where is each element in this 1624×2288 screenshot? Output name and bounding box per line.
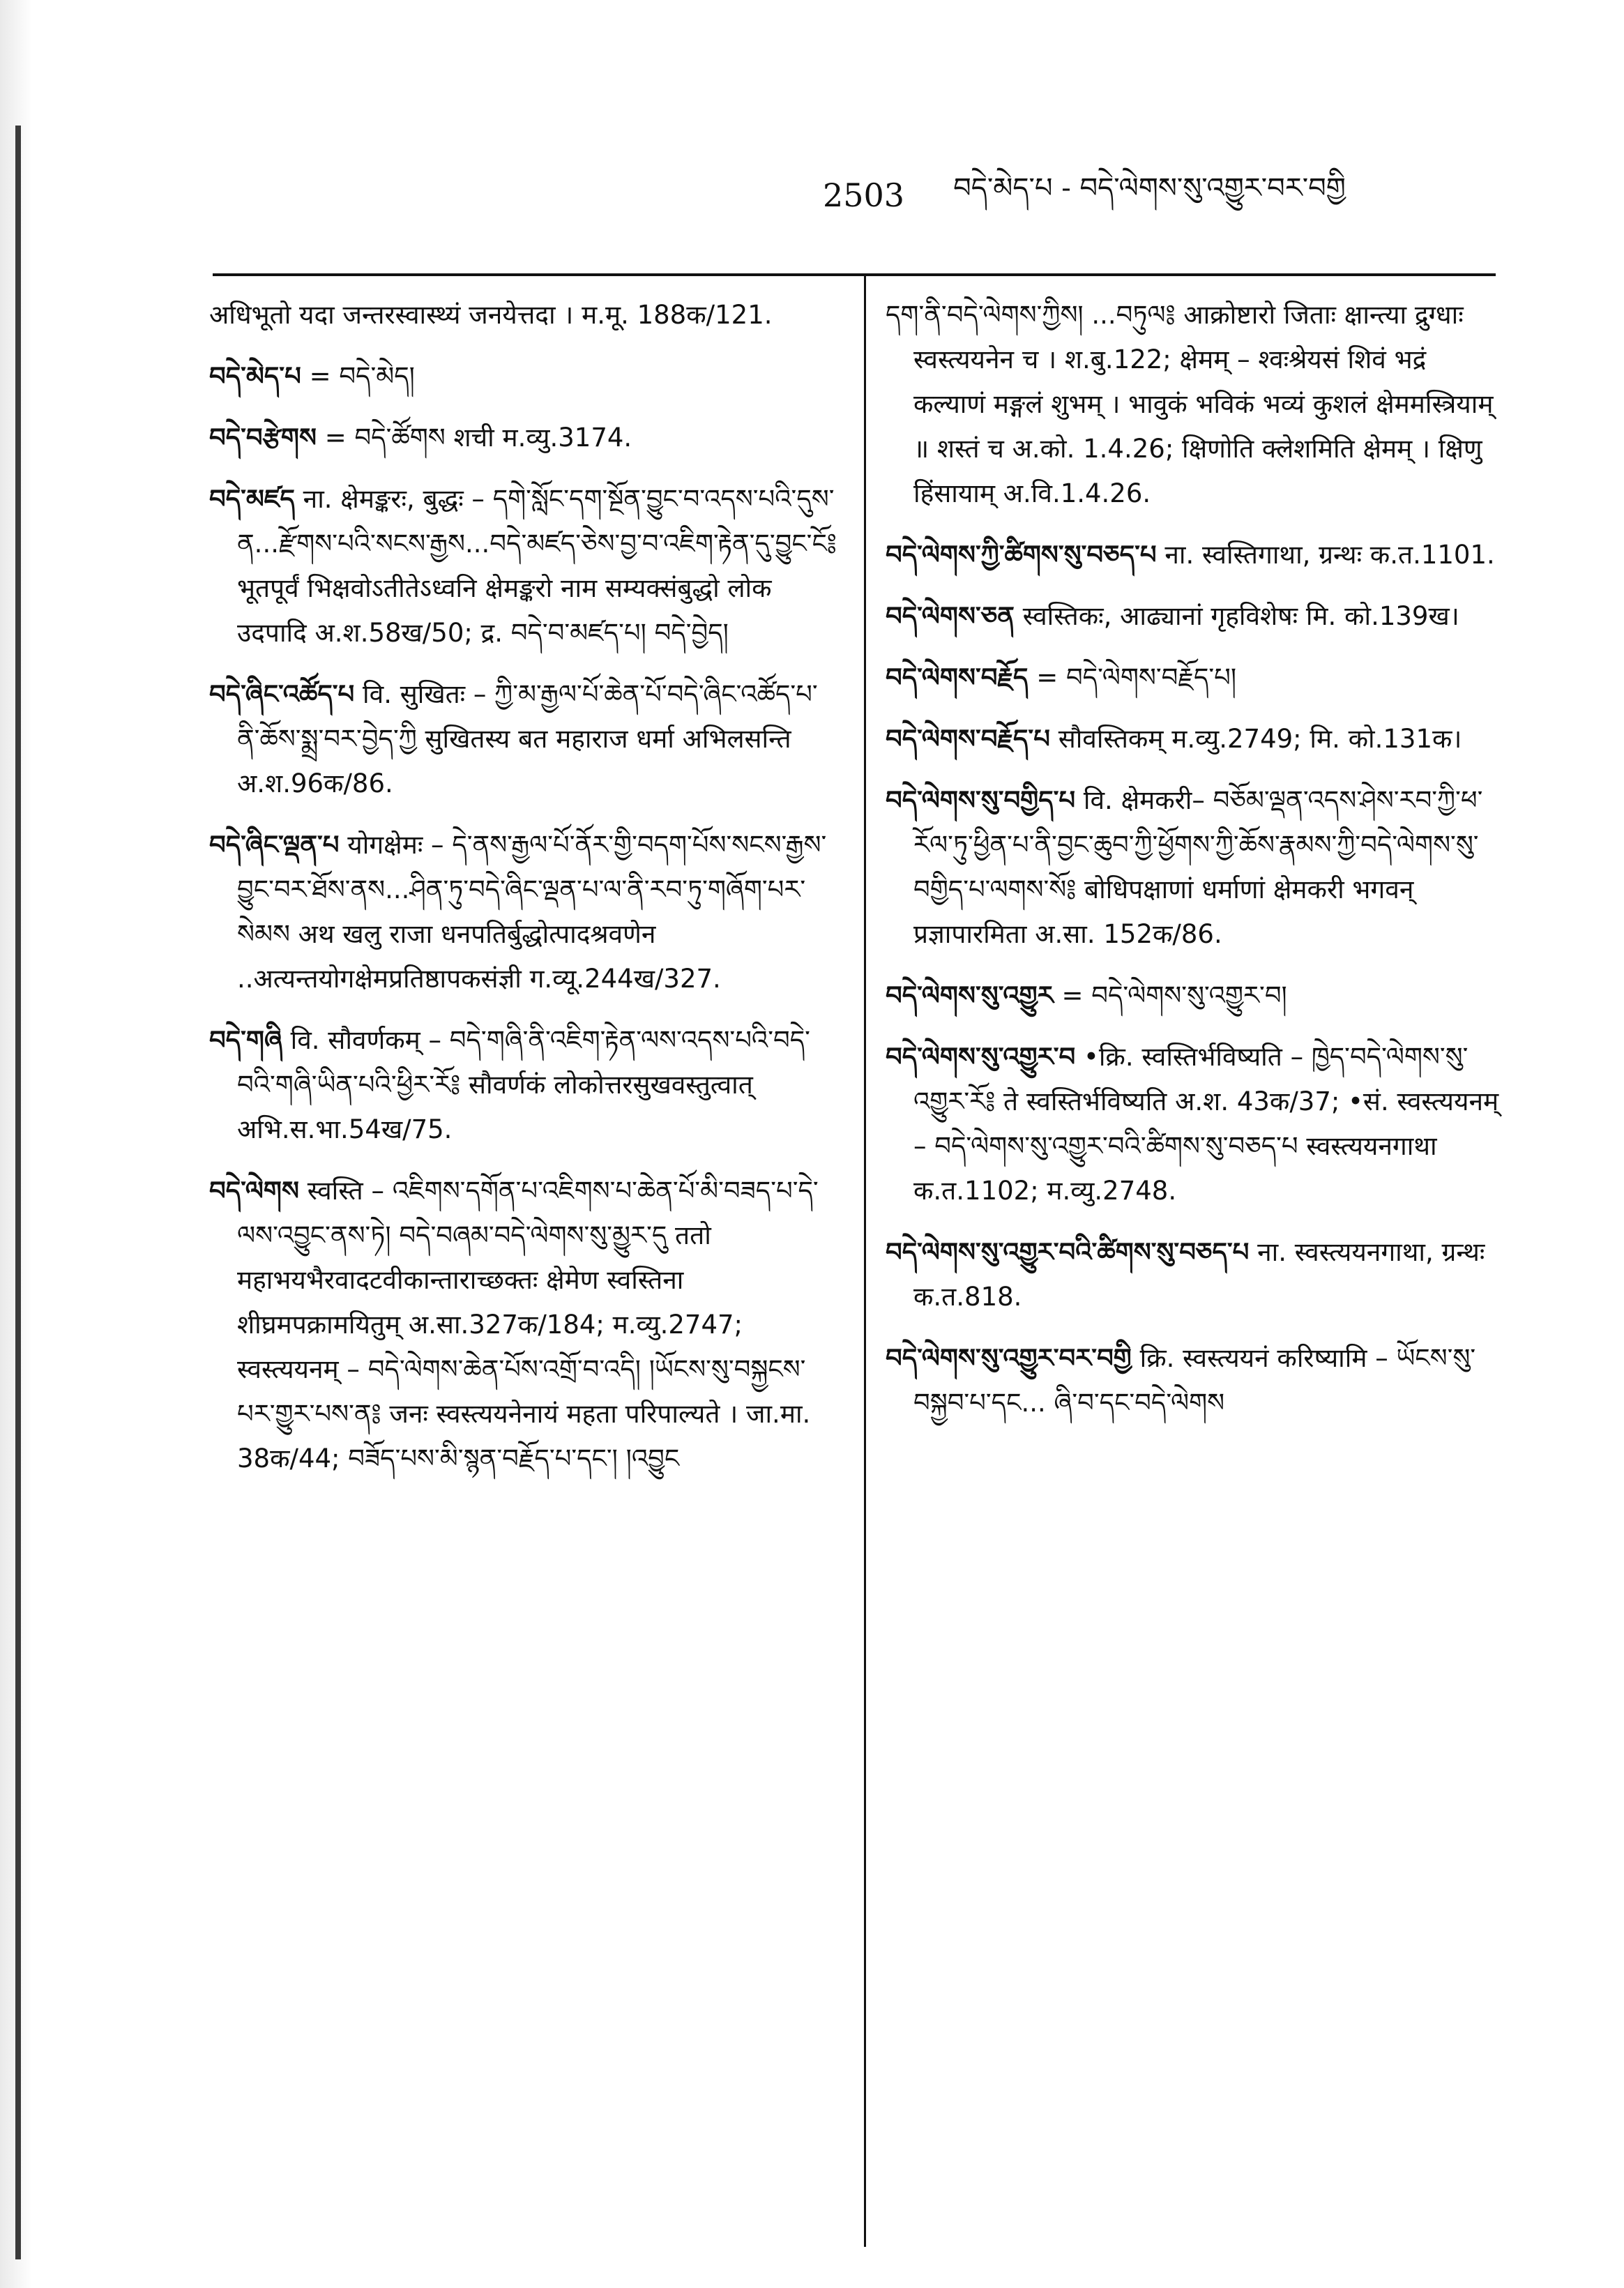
definition: स्वस्ति – འཇིགས་དགོན་པ་འཇིགས་པ་ཆེན་པོ་མི་བཟད་པ་དེ་ལས་འབྱུང་ནས་ཏེ། བདེ་བཞམ་བདེ་ལེགས་སུ་མྱུར་དུ ततो महाभयभैरवादटवीकान्ताराच्छक्तः क्षेमेण स्वस्तिना शीघ्रमपक्रामयितुम् अ.सा.327क/184; म.व्यु.2747; स्वस्त्ययनम् – བདེ་ལེགས་ཆེན་པོས་འགྲོ་བ་འདི། །ཡོངས་སུ་བསྐྱངས་པར་གྱུར་པས་ན༔ जनः स्वस्त्ययनेनायं महता परिपाल्यते । जा.मा. 38क/44; བཟོད་པས་མི་སྙན་བརྗོད་པ་དང་། །འབྱུང xyxy=(237,1176,819,1473)
definition: वि. क्षेमकरी– བཅོམ་ལྡན་འདས་ཤེས་རབ་ཀྱི་ཕ་རོལ་ཏུ་ཕྱིན་པ་ནི་བྱང་ཆུབ་ཀྱི་ཕྱོགས་ཀྱི་ཆོས་རྣམས་ཀྱི་བདེ་ལེགས་སུ་བགྱིད་པ་ལགས་སོ༔ बोधिपक्षाणां धर्माणां क्षेमकरी भगवन् प्रज्ञापारमिता अ.सा. 152क/86. xyxy=(913,785,1483,949)
binding-shadow xyxy=(15,126,21,2259)
definition: •क्रि. स्वस्तिर्भविष्यति – ཁྱེད་བདེ་ལེགས་སུ་འགྱུར་རོ༔ ते स्वस्तिर्भविष्यति अ.श. 43क/37; •सं. स्वस्त्ययनम् – བདེ་ལེགས་སུ་འགྱུར་བའི་ཚིགས་སུ་བཅད་པ स्वस्त्ययनगाथा क.त.1102; म.व्यु.2748. xyxy=(913,1042,1499,1206)
headword: བདེ་ལེགས་སུ་འགྱུར་བ xyxy=(886,1042,1076,1072)
headword: བདེ་ལེགས་ཀྱི་ཚིགས་སུ་བཅད་པ xyxy=(886,540,1157,570)
definition: वि. सौवर्णकम् – བདེ་གཞི་ནི་འཇིག་རྟེན་ལས་འདས་པའི་བདེ་བའི་གཞི་ཡིན་པའི་ཕྱིར་རོ༔ सौवर्णकं लोकोत्तरसुखवस्तुत्वात् अभि.स.भा.54ख/75. xyxy=(237,1025,810,1144)
headword: བདེ་མཛད xyxy=(209,484,295,514)
dictionary-entry xyxy=(886,656,1499,700)
definition: = བདེ་ལེགས་བརྗོད་པ། xyxy=(1036,662,1237,692)
dictionary-entry xyxy=(886,594,1499,639)
dictionary-entry xyxy=(886,1230,1499,1319)
dictionary-entry xyxy=(886,1035,1499,1213)
definition: स्वस्तिकः, आढ्यानां गृहविशेषः मि. को.139ख। xyxy=(1022,601,1459,631)
headword: བདེ་ཞིང་འཚོད་པ xyxy=(209,679,355,709)
dictionary-entry xyxy=(886,1336,1499,1425)
left-column xyxy=(209,293,837,1498)
headword: བདེ་མེད་པ xyxy=(209,361,301,391)
dictionary-entry xyxy=(886,533,1499,577)
dictionary-entry xyxy=(209,354,837,399)
definition: = བདེ་མེད། xyxy=(309,361,415,391)
definition: = བདེ་ལེགས་སུ་འགྱུར་བ། xyxy=(1061,980,1287,1010)
definition: ना. स्वस्तिगाथा, ग्रन्थः क.त.1101. xyxy=(1164,540,1495,570)
definition: = བདེ་ཚོགས शची म.व्यु.3174. xyxy=(324,423,632,453)
dictionary-entry xyxy=(886,973,1499,1018)
page-header xyxy=(823,167,1520,223)
definition: सौवस्तिकम् म.व्यु.2749; मि. को.131क। xyxy=(1058,724,1462,754)
headword: བདེ་ལེགས་སུ་འགྱུར་བར་བགྱི xyxy=(886,1343,1132,1373)
dictionary-entry xyxy=(209,477,837,656)
definition: དག་ནི་བདེ་ལེགས་ཀྱིས། ...བཏུལ༔ आक्रोष्टारो जिताः क्षान्त्या द्रुग्धाः स्वस्त्ययनेन च । श.बु.122; क्षेमम् – श्वःश्रेयसं शिवं भद्रं कल्याणं मङ्गलं शुभम् । भावुकं भविकं भव्यं कुशलं क्षेममस्त्रियाम् ॥ शस्तं च अ.को. 1.4.26; क्षिणोति क्लेशमिति क्षेमम् । क्षिणु हिंसायाम् अ.वि.1.4.26. xyxy=(886,300,1494,508)
headword: བདེ་ལེགས་སུ་བགྱིད་པ xyxy=(886,785,1076,815)
definition: वि. सुखितः – ཀྱི་མ་རྒྱལ་པོ་ཆེན་པོ་བདེ་ཞིང་འཚོད་པ་ནི་ཆོས་སྨྲ་བར་བྱེད་ཀྱི सुखितस्य बत महाराज धर्मा अभिलसन्ति अ.श.96क/86. xyxy=(237,679,818,798)
headword: བདེ་ལེགས་ཅན xyxy=(886,601,1015,631)
dictionary-entry xyxy=(209,416,837,460)
headword: བདེ་ལེགས་བརྗོད་པ xyxy=(886,724,1050,754)
headword: བདེ་གཞི xyxy=(209,1025,282,1055)
running-head: བདེ་མེད་པ - བདེ་ལེགས་སུ་འགྱུར་བར་བགྱི xyxy=(953,172,1346,204)
dictionary-entry xyxy=(886,293,1499,516)
definition: अधिभूतो यदा जन्तरस्वास्थ्यं जनयेत्तदा । म.मू. 188क/121. xyxy=(209,300,773,330)
definition: ना. क्षेमङ्करः, बुद्धः – དགེ་སློང་དག་སྔོན་བྱུང་བ་འདས་པའི་དུས་ན...རྫོགས་པའི་སངས་རྒྱས...བདེ་མཛད་ཅེས་བྱ་བ་འཇིག་རྟེན་དུ་བྱུང་ངོ༔ भूतपूर्वं भिक्षवोऽतीतेऽध्वनि क्षेमङ्करो नाम सम्यक्संबुद्धो लोक उदपादि अ.श.58ख/50; द्र. བདེ་བ་མཛད་པ། བདེ་བྱེད། xyxy=(237,484,837,648)
right-column xyxy=(886,293,1499,1442)
headword: བདེ་ལེགས xyxy=(209,1176,299,1206)
headword: བདེ་ལེགས་བརྗོད xyxy=(886,662,1029,692)
page-number: 2503 xyxy=(823,176,905,214)
headword: བདེ་ལེགས་སུ་འགྱུར xyxy=(886,980,1054,1010)
headword: བདེ་ལེགས་སུ་འགྱུར་བའི་ཚིགས་སུ་བཅད་པ xyxy=(886,1237,1250,1267)
dictionary-entry xyxy=(209,293,837,338)
headword: བདེ་བརྩེགས xyxy=(209,423,317,453)
dictionary-entry xyxy=(209,1018,837,1152)
dictionary-entry xyxy=(209,823,837,1001)
header-rule xyxy=(213,273,1496,276)
dictionary-entry xyxy=(886,778,1499,957)
headword: བདེ་ཞིང་ལྡན་པ xyxy=(209,830,340,860)
definition: ना. स्वस्त्ययनगाथा, ग्रन्थः क.त.818. xyxy=(913,1237,1485,1312)
definition: क्रि. स्वस्त्ययनं करिष्यामि – ཡོངས་སུ་བསྐྱབ་པ་དང... ཞི་བ་དང་བདེ་ལེགས xyxy=(913,1343,1476,1418)
definition: योगक्षेमः – དེ་ནས་རྒྱལ་པོ་ནོར་གྱི་བདག་པོས་སངས་རྒྱས་བྱུང་བར་ཐོས་ནས...ཤིན་ཏུ་བདེ་ཞིང་ལྡན་པ་ལ་ནི་རབ་ཏུ་གཞོག་པར་སེམས अथ खलु राजा धनपतिर्बुद्धोत्पादश्रवणेन ..अत्यन्तयोगक्षेमप्रतिष्ठापकसंज्ञी ग.व्यू.244ख/327. xyxy=(237,830,827,994)
dictionary-entry xyxy=(209,1169,837,1481)
column-divider xyxy=(864,273,866,2247)
dictionary-entry xyxy=(886,717,1499,762)
dictionary-entry xyxy=(209,672,837,806)
